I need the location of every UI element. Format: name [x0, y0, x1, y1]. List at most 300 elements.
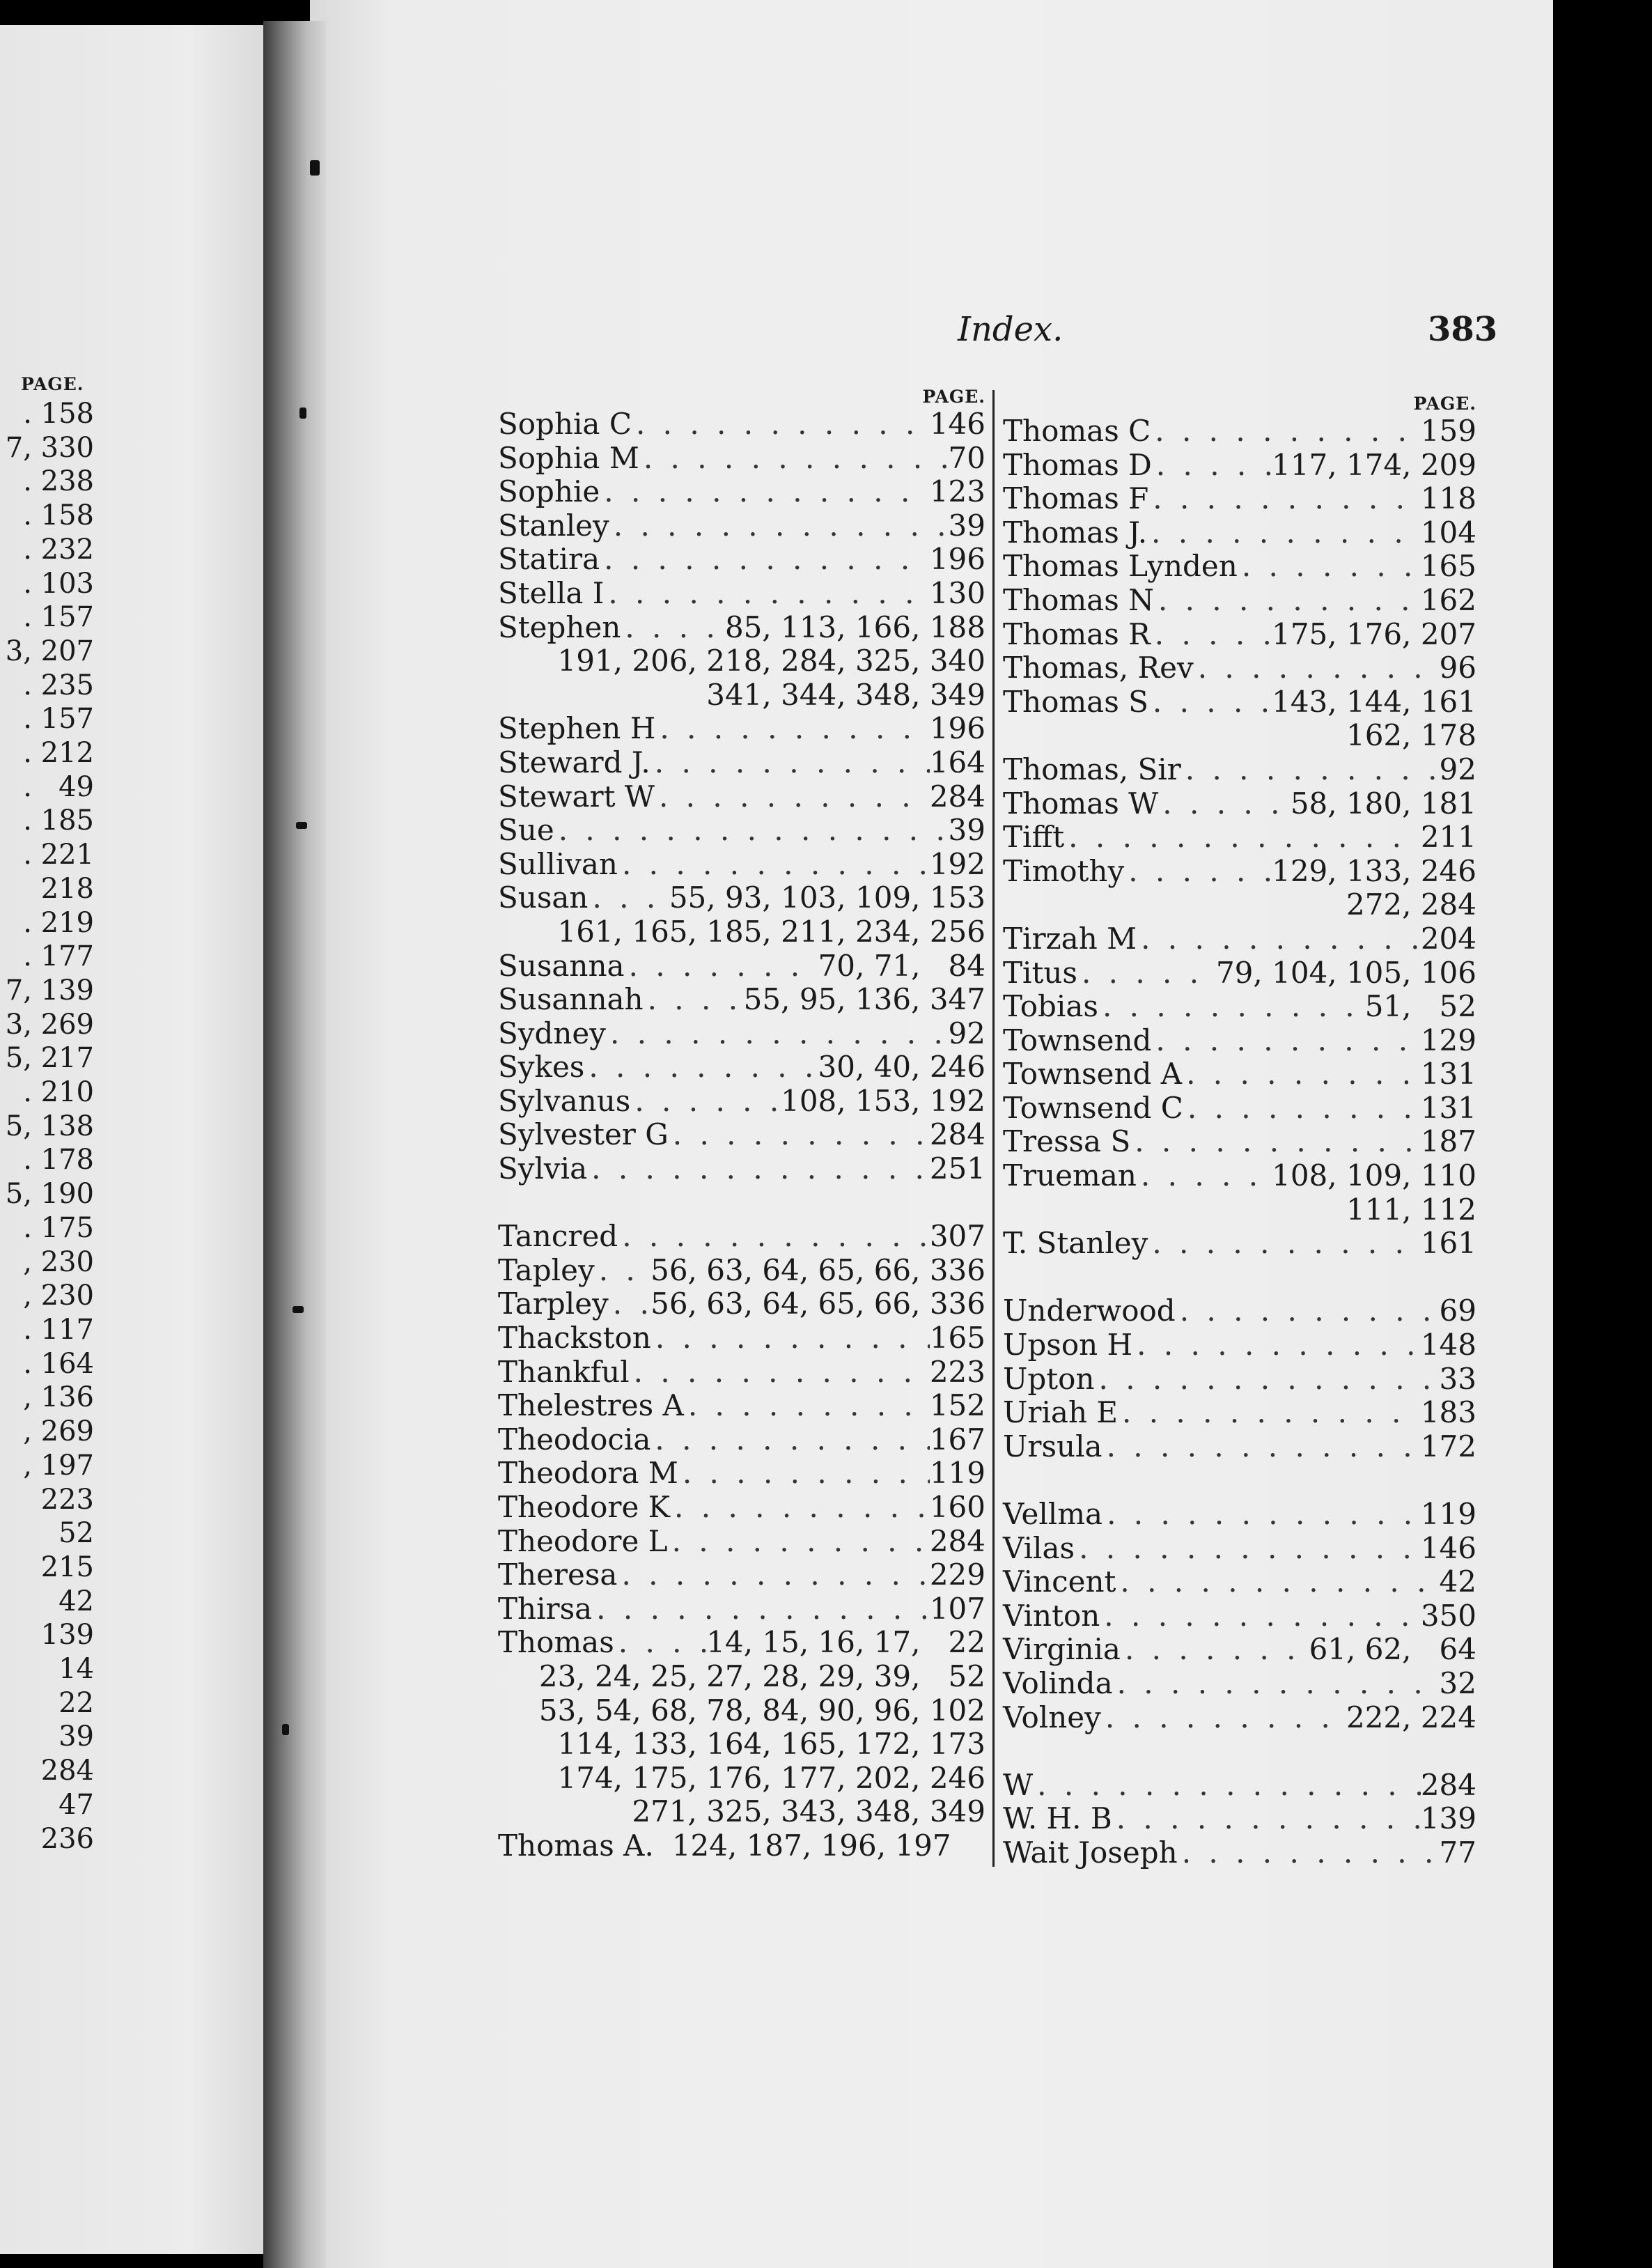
fragment-line: 218: [40, 872, 94, 905]
entry-name: Townsend: [1003, 1023, 1152, 1057]
entry-pages: 56, 63, 64, 65, 66, 336: [650, 1252, 985, 1287]
entry-pages: 118: [1420, 481, 1476, 516]
index-entry: [498, 1491, 985, 1525]
section-gap: [1003, 1261, 1476, 1295]
entry-name: Statira: [498, 542, 600, 577]
dot-leader: [1064, 821, 1421, 855]
dot-leader: [1151, 1024, 1420, 1058]
index-entry: [1003, 753, 1476, 787]
entry-name: Sue: [498, 813, 554, 848]
entry-name: Tobias: [1003, 989, 1098, 1024]
previous-page-fragment: [0, 397, 94, 1856]
entry-pages: 222, 224: [1346, 1700, 1476, 1734]
entry-pages: 117, 174, 209: [1272, 447, 1476, 482]
dot-leader: [1137, 922, 1421, 956]
page-number: 383: [1428, 310, 1498, 349]
dot-leader: [1183, 1092, 1421, 1126]
dot-leader: [618, 848, 930, 882]
dot-leader: [1077, 956, 1216, 991]
dot-leader: [1148, 685, 1272, 720]
index-entry-continuation: [1003, 1193, 1476, 1227]
dot-leader: [1148, 1227, 1421, 1261]
entry-pages: 69: [1439, 1294, 1476, 1328]
dot-leader: [588, 881, 669, 915]
dot-leader: [1182, 1057, 1421, 1092]
dot-leader: [1132, 1328, 1421, 1362]
entry-name: Townsend A: [1003, 1057, 1183, 1092]
dot-leader: [592, 1592, 930, 1626]
index-entry: [1003, 956, 1476, 991]
entry-pages: 129, 133, 246: [1272, 853, 1476, 888]
entry-name: Thomas A.: [498, 1828, 654, 1863]
index-entry: [1003, 1667, 1476, 1701]
dot-leader: [630, 1085, 781, 1119]
dot-leader: [644, 983, 744, 1017]
entry-pages: 39: [948, 813, 985, 848]
entry-name: Theresa: [498, 1558, 618, 1592]
fragment-line: 3, 207: [5, 635, 94, 667]
fragment-line: 52: [59, 1517, 94, 1550]
dot-leader: [630, 1356, 930, 1390]
entry-name: Underwood: [1003, 1294, 1176, 1328]
entry-pages: 174, 175, 176, 177, 202, 246: [557, 1760, 985, 1795]
entry-pages: 284: [1420, 1767, 1476, 1802]
dot-leader: [617, 1558, 929, 1592]
entry-pages: 191, 206, 218, 284, 325, 340: [557, 644, 985, 678]
entry-name: Thomas Lynden: [1003, 549, 1238, 584]
entry-pages: 192: [929, 846, 985, 881]
entry-pages: 161, 165, 185, 211, 234, 256: [557, 914, 985, 949]
dot-leader: [587, 1152, 930, 1186]
fragment-line: . 212: [23, 737, 94, 770]
entry-pages: 51, 52: [1364, 989, 1476, 1024]
entry-pages: 123: [929, 474, 985, 509]
fragment-line: 284: [40, 1755, 94, 1787]
entry-pages: 70: [948, 440, 985, 475]
index-entry: [1003, 584, 1476, 618]
dot-leader: [1176, 1294, 1440, 1328]
entry-name: Sophia M: [498, 440, 639, 475]
dot-leader: [604, 577, 929, 611]
entry-name: Stewart W: [498, 779, 655, 814]
entry-name: Thomas, Sir: [1003, 752, 1181, 786]
binding-mark: [296, 822, 307, 829]
entry-pages: 39: [948, 508, 985, 543]
entry-pages: 196: [929, 711, 985, 746]
entry-pages: 341, 344, 348, 349: [706, 677, 985, 712]
fragment-line: 236: [40, 1822, 94, 1855]
fragment-line: 5, 217: [5, 1042, 94, 1075]
dot-leader: [684, 1389, 930, 1423]
binding-mark: [299, 407, 306, 419]
entry-pages: 229: [929, 1558, 985, 1592]
fragment-line: 22: [59, 1686, 94, 1719]
fragment-line: . 219: [23, 906, 94, 939]
index-entry: [1003, 1701, 1476, 1735]
dot-leader: [655, 780, 930, 814]
index-entry: [498, 712, 985, 746]
dot-leader: [1095, 1362, 1440, 1397]
dot-leader: [618, 1220, 930, 1254]
entry-name: Sylvester G: [498, 1117, 669, 1152]
entry-name: Steward J.: [498, 745, 650, 779]
index-entry: [498, 881, 985, 915]
fragment-line: . 235: [23, 669, 94, 701]
index-entry: [498, 1321, 985, 1356]
entry-pages: 146: [1420, 1530, 1476, 1565]
fragment-line: 5, 138: [5, 1110, 94, 1142]
fragment-line: . 157: [23, 601, 94, 634]
fragment-line: , 269: [23, 1415, 94, 1448]
index-entry: [498, 1592, 985, 1626]
entry-pages: 53, 54, 68, 78, 84, 90, 96, 102: [538, 1693, 985, 1727]
entry-pages: 165: [929, 1321, 985, 1356]
index-entry-continuation: [498, 1762, 985, 1796]
entry-name: Thirsa: [498, 1591, 593, 1626]
entry-name: W. H. B: [1003, 1801, 1112, 1836]
index-entry: [498, 577, 985, 611]
entry-pages: 161: [1420, 1226, 1476, 1261]
column-header: PAGE.: [1413, 394, 1476, 414]
entry-pages: 70, 71, 84: [818, 948, 985, 983]
index-entry: [498, 746, 985, 780]
index-entry: [498, 611, 985, 645]
index-entry: [498, 407, 985, 442]
index-entry: [1003, 1227, 1476, 1261]
entry-pages: 96: [1439, 651, 1476, 685]
dot-leader: [1151, 414, 1421, 449]
entry-name: Tressa S: [1003, 1124, 1131, 1159]
entry-pages: 162: [1420, 582, 1476, 617]
entry-pages: 204: [1420, 921, 1476, 956]
fragment-line: . 175: [23, 1211, 94, 1244]
dot-leader: [609, 1287, 650, 1321]
index-entry: [1003, 1396, 1476, 1430]
dot-leader: [1112, 1802, 1421, 1836]
dot-leader: [678, 1457, 930, 1491]
dot-leader: [1113, 1667, 1440, 1701]
dot-leader: [1178, 1836, 1440, 1870]
dot-leader: [668, 1525, 930, 1559]
entry-name: Theodore K: [498, 1490, 671, 1524]
entry-name: Thomas W: [1003, 786, 1159, 821]
fragment-line: , 230: [23, 1280, 94, 1312]
dot-leader: [554, 814, 949, 848]
entry-pages: 211: [1420, 820, 1476, 855]
index-entry: [1003, 1769, 1476, 1803]
dot-leader: [609, 509, 949, 543]
fragment-line: . 210: [23, 1076, 94, 1109]
index-column-left: [498, 387, 985, 1863]
dot-leader: [1118, 1396, 1421, 1430]
section-gap: [1003, 1463, 1476, 1498]
dot-leader: [1151, 618, 1272, 652]
entry-name: Trueman: [1003, 1158, 1137, 1193]
entry-name: Tirzah M: [1003, 921, 1137, 956]
fragment-line: 39: [59, 1721, 94, 1753]
entry-pages: 143, 144, 161: [1272, 684, 1476, 719]
entry-name: Sykes: [498, 1050, 585, 1085]
entry-name: Theodocia: [498, 1422, 651, 1457]
entry-pages: 146: [929, 407, 985, 441]
entry-pages: 172: [1420, 1429, 1476, 1463]
index-entry: [498, 1017, 985, 1051]
index-entry: [498, 1423, 985, 1457]
entry-name: Upton: [1003, 1361, 1095, 1396]
entry-name: Uriah E: [1003, 1395, 1119, 1430]
entry-pages: 251: [929, 1151, 985, 1186]
scan-border: [1553, 0, 1652, 2268]
entry-pages: 77: [1439, 1835, 1476, 1870]
dot-leader: [1181, 753, 1440, 787]
entry-name: Townsend C: [1003, 1090, 1183, 1125]
index-entry: [1003, 1328, 1476, 1362]
entry-name: Wait Joseph: [1003, 1835, 1178, 1870]
entry-pages: 85, 113, 166, 188: [724, 609, 985, 644]
index-entry: [498, 1118, 985, 1152]
entry-name: Sophia C: [498, 407, 632, 441]
entry-pages: 350: [1420, 1598, 1476, 1633]
entry-pages: 183: [1420, 1395, 1476, 1430]
index-entry: [498, 949, 985, 984]
index-entry: [498, 1085, 985, 1119]
dot-leader: [1124, 855, 1272, 889]
entry-pages: 162, 178: [1346, 718, 1476, 753]
fragment-line: , 136: [23, 1381, 94, 1414]
index-entry: [498, 1626, 985, 1660]
index-entry: [1003, 1430, 1476, 1464]
section-gap: [498, 1186, 985, 1220]
dot-leader: [1238, 550, 1421, 584]
index-entry: [498, 1829, 985, 1863]
index-entry-continuation: [498, 1660, 985, 1694]
entry-pages: 104: [1420, 515, 1476, 550]
entry-name: Thomas D: [1003, 447, 1152, 482]
index-entry: [1003, 787, 1476, 821]
entry-pages: 119: [929, 1456, 985, 1491]
dot-leader: [670, 1491, 930, 1525]
binding-mark: [282, 1724, 289, 1735]
entry-name: Titus: [1003, 955, 1077, 990]
entry-pages: 61, 62, 64: [1309, 1632, 1476, 1667]
index-entry: [1003, 1294, 1476, 1328]
dot-leader: [650, 1423, 929, 1457]
entry-name: Sophie: [498, 474, 600, 509]
dot-leader: [625, 949, 818, 984]
fragment-line: 7, 330: [5, 431, 94, 464]
entry-pages: 130: [929, 575, 985, 610]
fragment-line: 47: [59, 1788, 94, 1821]
section-gap: [1003, 1734, 1476, 1769]
entry-name: Volney: [1003, 1700, 1101, 1734]
dot-leader: [651, 1321, 930, 1356]
entry-name: Thomas, Rev: [1003, 651, 1194, 685]
entry-name: Tapley: [498, 1252, 595, 1287]
entry-name: Stella I: [498, 575, 605, 610]
entry-name: Stanley: [498, 508, 609, 543]
index-entry-continuation: [498, 915, 985, 949]
entry-pages: 131: [1420, 1090, 1476, 1125]
dot-leader: [1102, 1430, 1421, 1464]
entry-pages: 175, 176, 207: [1272, 616, 1476, 651]
entry-name: Sydney: [498, 1016, 607, 1050]
index-entry: [1003, 1024, 1476, 1058]
entry-pages: 129: [1420, 1023, 1476, 1057]
index-entry: [498, 814, 985, 848]
entry-pages: 307: [929, 1219, 985, 1254]
index-entry: [498, 983, 985, 1017]
fragment-line: 215: [40, 1551, 94, 1583]
entry-pages: 148: [1420, 1328, 1476, 1362]
entry-name: Tifft: [1003, 820, 1065, 855]
dot-leader: [1147, 516, 1421, 550]
entry-pages: 196: [929, 542, 985, 577]
fragment-line: 139: [40, 1619, 94, 1652]
entry-pages: 223: [929, 1354, 985, 1389]
entry-name: W: [1003, 1767, 1034, 1802]
binding-mark: [310, 160, 320, 176]
column-divider: [992, 390, 995, 1867]
index-entry-continuation: [498, 644, 985, 678]
dot-leader: [1194, 651, 1440, 685]
index-entry: [1003, 1599, 1476, 1633]
index-entry: [498, 475, 985, 509]
entry-name: Upson H: [1003, 1328, 1133, 1362]
entry-pages: 159: [1420, 414, 1476, 448]
index-entry: [498, 543, 985, 577]
dot-leader: [1158, 787, 1291, 821]
dot-leader: [614, 1626, 706, 1660]
entry-name: Virginia: [1003, 1632, 1121, 1667]
entry-name: T. Stanley: [1003, 1226, 1148, 1261]
index-entry: [1003, 1057, 1476, 1092]
entry-name: Thomas N: [1003, 582, 1154, 617]
index-entry: [1003, 855, 1476, 889]
entry-pages: 14, 15, 16, 17, 22: [706, 1625, 985, 1660]
entry-pages: 165: [1420, 549, 1476, 584]
fragment-line: . 157: [23, 703, 94, 736]
index-entry: [1003, 685, 1476, 720]
entry-pages: 32: [1439, 1665, 1476, 1700]
entry-pages: 187: [1420, 1124, 1476, 1159]
entry-name: Susanna: [498, 948, 625, 983]
entry-name: Thomas J.: [1003, 515, 1148, 550]
entry-name: Tancred: [498, 1219, 618, 1254]
index-entry: [1003, 414, 1476, 449]
dot-leader: [606, 1017, 949, 1051]
fragment-line: . 178: [23, 1144, 94, 1176]
entry-pages: 111, 112: [1346, 1192, 1476, 1227]
entry-name: Stephen H: [498, 711, 656, 746]
index-entry: [498, 1050, 985, 1085]
dot-leader: [584, 1050, 818, 1085]
dot-leader: [621, 611, 725, 645]
index-entry-continuation: [498, 1694, 985, 1728]
entry-pages: 114, 133, 164, 165, 172, 173: [557, 1727, 985, 1762]
index-entry: [1003, 990, 1476, 1024]
book-gutter: [263, 21, 326, 2268]
entry-name: Sullivan: [498, 846, 618, 881]
dot-leader: [669, 1118, 930, 1152]
entry-name: Theodore L: [498, 1523, 668, 1558]
entry-pages: 131: [1420, 1057, 1476, 1092]
fragment-line: 3, 269: [5, 1008, 94, 1041]
index-entry: [498, 1457, 985, 1491]
entry-pages: 284: [929, 1117, 985, 1152]
index-entry: [1003, 516, 1476, 550]
index-entry: [1003, 1125, 1476, 1159]
entry-name: Volinda: [1003, 1665, 1113, 1700]
fragment-line: , 197: [23, 1449, 94, 1482]
column-header: PAGE.: [922, 387, 985, 407]
fragment-line: 7, 139: [5, 974, 94, 1007]
entry-pages: 55, 93, 103, 109, 153: [669, 880, 985, 915]
fragment-line: 223: [40, 1483, 94, 1516]
fragment-line: . 158: [23, 398, 94, 430]
entry-pages: 33: [1439, 1361, 1476, 1396]
entry-name: Stephen: [498, 609, 621, 644]
fragment-line: 5, 190: [5, 1178, 94, 1211]
dot-leader: [1101, 1701, 1346, 1735]
index-entry: [498, 1254, 985, 1288]
entry-pages: 30, 40, 246: [818, 1050, 985, 1085]
entry-name: Vincent: [1003, 1564, 1116, 1599]
fragment-line: . 164: [23, 1347, 94, 1380]
entry-name: Sylvanus: [498, 1083, 631, 1118]
entry-name: Thomas S: [1003, 684, 1148, 719]
dot-leader: [650, 746, 930, 780]
entry-pages: 164: [929, 745, 985, 779]
index-entry: [1003, 482, 1476, 516]
fragment-line: . 103: [23, 567, 94, 600]
entry-name: Sylvia: [498, 1151, 588, 1186]
entry-pages: 139: [1420, 1801, 1476, 1836]
dot-leader: [1121, 1633, 1309, 1667]
fragment-line: . 177: [23, 940, 94, 973]
fragment-line: 42: [59, 1585, 94, 1617]
entry-pages: 58, 180, 181: [1290, 786, 1476, 821]
entry-name: Theodora M: [498, 1456, 678, 1491]
index-column-right: [1003, 394, 1476, 1870]
dot-leader: [1075, 1532, 1421, 1566]
index-entry: [1003, 1836, 1476, 1870]
index-entry: [1003, 922, 1476, 956]
entry-pages: 56, 63, 64, 65, 66, 336: [650, 1287, 985, 1321]
dot-leader: [632, 407, 930, 442]
index-entry: [498, 1152, 985, 1186]
entry-pages: 42: [1439, 1564, 1476, 1599]
entry-name: Timothy: [1003, 853, 1125, 888]
entry-name: Thomas C: [1003, 414, 1151, 448]
entry-pages: 107: [929, 1591, 985, 1626]
entry-name: Vinton: [1003, 1598, 1100, 1633]
dot-leader: [1102, 1498, 1421, 1532]
index-entry: [498, 1525, 985, 1559]
entry-name: Ursula: [1003, 1429, 1102, 1463]
dot-leader: [600, 543, 930, 577]
fragment-line: . 238: [23, 465, 94, 498]
entry-pages: 167: [929, 1422, 985, 1457]
entry-name: Thomas R: [1003, 616, 1151, 651]
fragment-line: . 49: [23, 770, 94, 803]
entry-pages: 108, 109, 110: [1272, 1158, 1476, 1193]
entry-name: Vilas: [1003, 1530, 1075, 1565]
index-entry-continuation: [1003, 719, 1476, 753]
fragment-line: 14: [59, 1653, 94, 1686]
entry-name: Thomas: [498, 1625, 614, 1660]
index-entry: [1003, 618, 1476, 652]
entry-pages: 55, 95, 136, 347: [743, 982, 985, 1017]
